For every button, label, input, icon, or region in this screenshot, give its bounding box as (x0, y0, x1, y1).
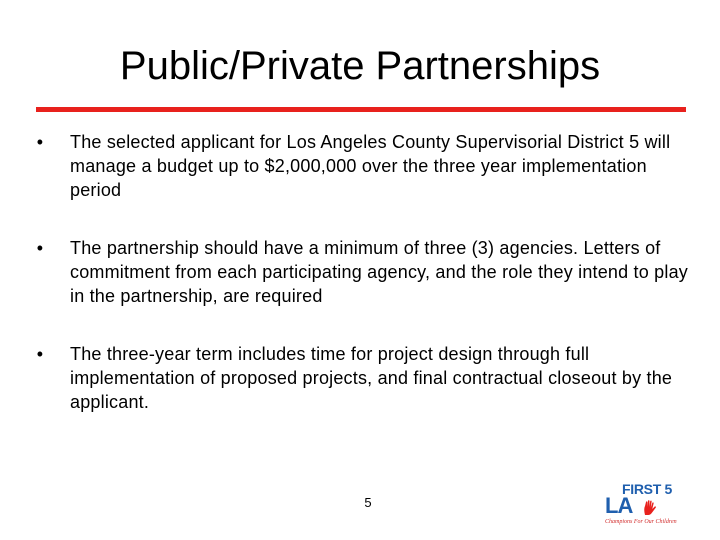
title-divider (36, 107, 686, 112)
bullet-text: The partnership should have a minimum of three (3) agencies. Letters of commitment from each participating agency, and the role they intend to play in the partnership, are required (70, 238, 688, 306)
bullet-item (26, 342, 696, 414)
bullet-item (26, 236, 696, 308)
logo-tagline: Champions For Our Children (605, 519, 677, 525)
bullet-text: The three-year term includes time for project design through full implementation of proposed projects, and final contractual closeout by the applicant. (70, 344, 673, 412)
bullet-item (26, 130, 696, 202)
first5-la-logo (605, 481, 687, 527)
logo-line1: FIRST 5 (622, 481, 673, 497)
logo-line2: LA (605, 493, 633, 518)
bullet-list (26, 130, 696, 414)
slide-title: Public/Private Partnerships (119, 44, 601, 88)
bullet-text: The selected applicant for Los Angeles County Supervisorial District 5 will manage a budget up to $2,000,000 over the three year implementation period (70, 132, 671, 200)
page-number: 5 (364, 495, 372, 510)
hand-icon (641, 499, 659, 517)
bullet-marker: • (36, 132, 44, 152)
bullet-marker: • (36, 344, 44, 364)
bullet-marker: • (36, 238, 44, 258)
